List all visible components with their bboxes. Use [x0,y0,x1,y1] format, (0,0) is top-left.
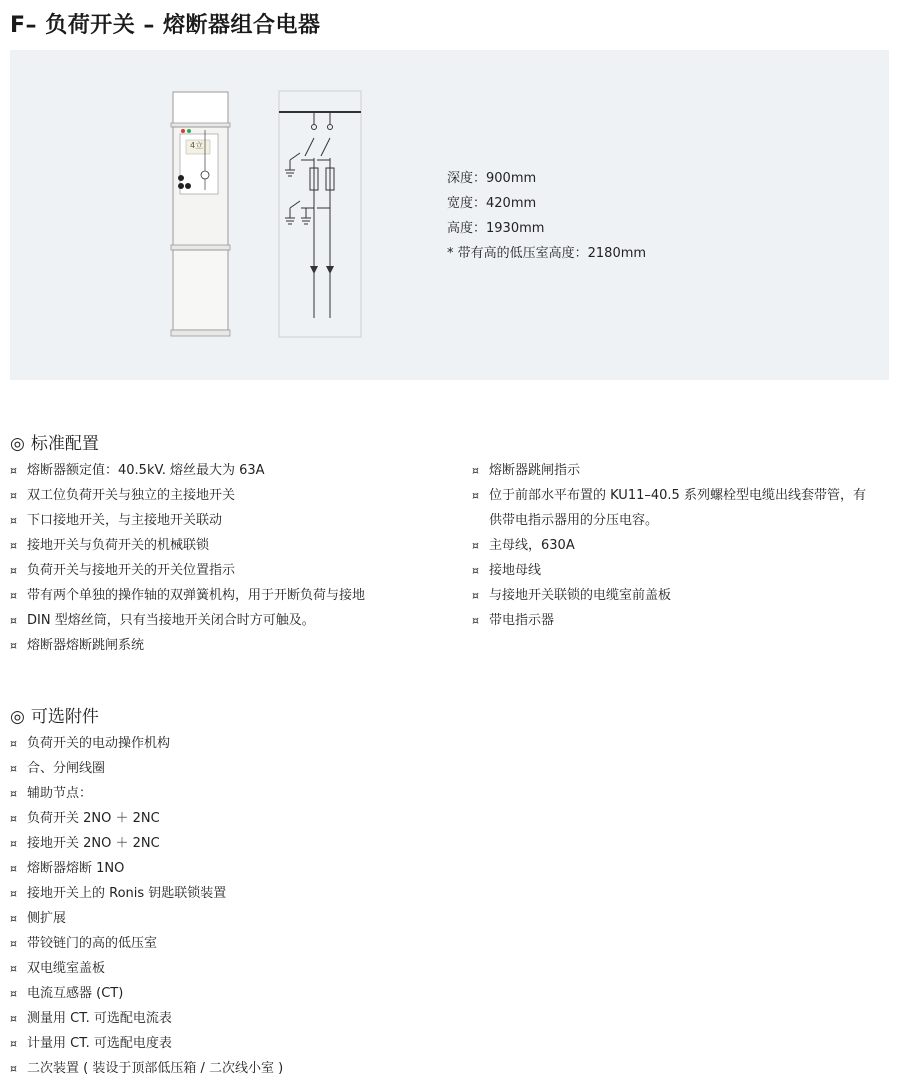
list-item: ¤ 带电指示器 [472,608,866,633]
panel-label: 4立 [190,141,204,150]
bullet-icon: ¤ [10,614,17,627]
bullet-icon: ¤ [10,514,17,527]
single-line-diagram [278,90,362,340]
list-item: ¤ 合、分闸线圈 [10,756,283,781]
list-item: ¤ 接地开关与负荷开关的机械联锁 [10,533,365,558]
height-text: 高度：1930mm [447,221,545,236]
list-item: ¤ 下口接地开关，与主接地开关联动 [10,508,365,533]
optional-heading: ◎ 可选附件 [10,707,99,727]
bullet-icon: ¤ [10,862,17,875]
bullet-icon: ¤ [472,564,479,577]
bullet-icon: ¤ [10,1062,17,1075]
list-item: ¤ 接地母线 [472,558,866,583]
bullet-icon: ¤ [472,539,479,552]
list-item: ¤ 接地开关上的 Ronis 钥匙联锁装置 [10,881,283,906]
width-text: 宽度：420mm [447,196,537,211]
double-circle-icon: ◎ [10,707,25,727]
optional-list [10,731,283,1081]
standard-list-right [472,458,866,633]
list-item: ¤ 带铰链门的高的低压室 [10,931,283,956]
bullet-icon: ¤ [10,987,17,1000]
standard-list-left [10,458,365,658]
list-item: ¤ 负荷开关的电动操作机构 [10,731,283,756]
bullet-icon: ¤ [10,762,17,775]
dimensions-list [447,166,646,266]
list-item: ¤ 熔断器熔断跳闸系统 [10,633,365,658]
list-item: ¤ 熔断器熔断 1NO [10,856,283,881]
bullet-icon: ¤ [10,464,17,477]
list-item: ¤ 带有两个单独的操作轴的双弹簧机构，用于开断负荷与接地 [10,583,365,608]
bullet-icon: ¤ [10,1037,17,1050]
list-item-continuation: 供带电指示器用的分压电容。 [489,513,659,528]
list-item: ¤ 电流互感器 (CT) [10,981,283,1006]
bullet-icon: ¤ [10,539,17,552]
double-circle-icon: ◎ [10,434,25,454]
cabinet-drawing [170,90,232,338]
list-item: ¤ 熔断器跳闸指示 [472,458,866,483]
list-item: ¤ 接地开关 2NO ＋ 2NC [10,831,283,856]
lv-height-text: * 带有高的低压室高度：2180mm [447,246,647,261]
list-item: ¤ 侧扩展 [10,906,283,931]
bullet-icon: ¤ [10,887,17,900]
bullet-icon: ¤ [10,912,17,925]
bullet-icon: ¤ [472,489,479,502]
page-title: F– 负荷开关 – 熔断器组合电器 [10,13,321,38]
bullet-icon: ¤ [10,639,17,652]
bullet-icon: ¤ [472,589,479,602]
list-item: ¤ 双电缆室盖板 [10,956,283,981]
list-item: ¤ 位于前部水平布置的 KU11–40.5 系列螺栓型电缆出线套带管，有 [472,483,866,508]
list-item: ¤ 主母线，630A [472,533,866,558]
list-item: ¤ 负荷开关与接地开关的开关位置指示 [10,558,365,583]
bullet-icon: ¤ [10,937,17,950]
bullet-icon: ¤ [10,962,17,975]
list-item: ¤ 计量用 CT. 可选配电度表 [10,1031,283,1056]
bullet-icon: ¤ [10,787,17,800]
list-item: ¤ 负荷开关 2NO ＋ 2NC [10,806,283,831]
bullet-icon: ¤ [10,737,17,750]
bullet-icon: ¤ [10,1012,17,1025]
bullet-icon: ¤ [472,614,479,627]
bullet-icon: ¤ [10,837,17,850]
bullet-icon: ¤ [472,464,479,477]
bullet-icon: ¤ [10,589,17,602]
list-item: ¤ 辅助节点： [10,781,283,806]
list-item: ¤ 熔断器额定值：40.5kV. 熔丝最大为 63A [10,458,365,483]
standard-heading: ◎ 标准配置 [10,434,99,454]
depth-text: 深度：900mm [447,171,537,186]
bullet-icon: ¤ [10,812,17,825]
list-item: ¤ 与接地开关联锁的电缆室前盖板 [472,583,866,608]
list-item: ¤ 测量用 CT. 可选配电流表 [10,1006,283,1031]
list-item: ¤ DIN 型熔丝筒，只有当接地开关闭合时方可触及。 [10,608,365,633]
bullet-icon: ¤ [10,489,17,502]
bullet-icon: ¤ [10,564,17,577]
list-item: ¤ 双工位负荷开关与独立的主接地开关 [10,483,365,508]
list-item: ¤ 二次装置 ( 装设于顶部低压箱 / 二次线小室 ) [10,1056,283,1081]
